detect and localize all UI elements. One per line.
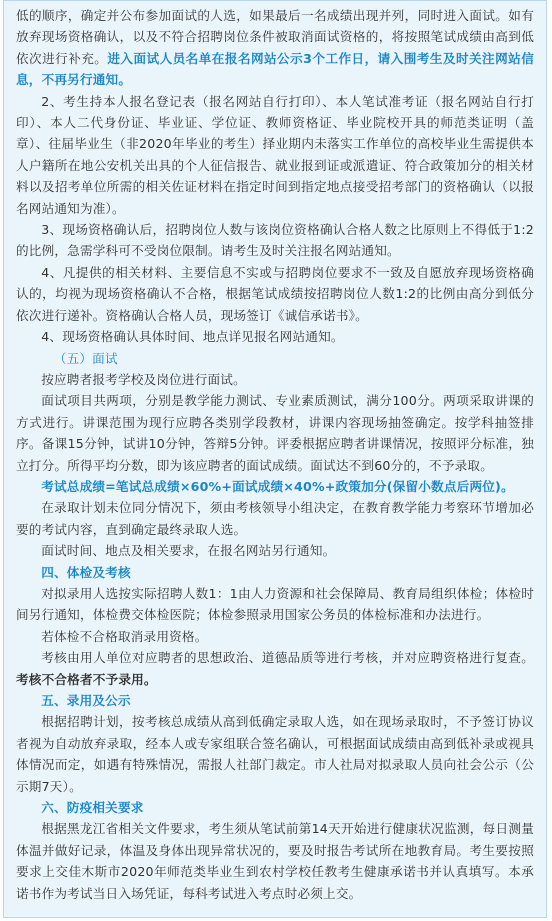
paragraph-interview-notice: 面试时间、地点及相关要求，在报名网站另行通知。 bbox=[41, 543, 336, 559]
paragraph-interview-items: 面试项目共两项，分别是教学能力测试、专业素质测试，满分100分。两项采取讲课的方式进行。讲课范围为现行应聘各类别学段教材，讲课内容现场抽签确定。按学科抽签排序。备课15分钟，试讲10分钟，答辩5分钟。评委根据应聘者讲课情况，按照评分标准，独立打分。所得平均分数，即为该应聘者的面试成绩。面试达不到60分的，不予录取。 bbox=[16, 393, 534, 473]
paragraph-employment: 根据招聘计划，按考核总成绩从高到低确定录取人选，如在现场录取时，不予签订协议者视为自动放弃录取，经本人或专家组联合签名确认，可根据面试成绩由高到低补录或视具体情况而定，如遇有特殊情况，需报人社部门裁定。市人社局对拟录取人员向社会公示（公示期7天）。 bbox=[16, 714, 534, 794]
paragraph-qualification-failure: 4、凡提供的相关材料、主要信息不实或与招聘岗位要求不一致及自愿放弃现场资格确认的，均视为现场资格确认不合格，根据笔试成绩按招聘岗位人数1:2的比例由高分到低分依次进行递补。资格确认合格人员，现场签订《诚信承诺书》。 bbox=[16, 264, 534, 323]
section-heading-epidemic: 六、防疫相关要求 bbox=[41, 800, 144, 816]
paragraph-qualification-materials: 2、考生持本人报名登记表（报名网站自行打印）、本人笔试准考证（报名网站自行打印）、本人二代身份证、毕业证、学位证、教师资格证、毕业院校开具的师范类证明（盖章）、往届毕业生（非2020年毕业的考生）择业期内未落实工作单位的高校毕业生需提供本人户籍所在地公安机关出具的个人征信报告、就业报到证或派遣证、符合政策加分的相关材料以及招考单位所需的相关佐证材料在指定时间到指定地点接受招考部门的资格确认（以报名网站通知为准）。 bbox=[16, 93, 534, 216]
paragraph-epidemic: 根据黑龙江省相关文件要求，考生须从笔试前第14天开始进行健康状况监测，每日测量体温并做好记录，体温及身体出现异常状况的，要及时报告考试所在地教育局。考生要按照要求上交佳木斯市2020年师范类毕业生到农村学校任教考生健康承诺书并认真填写。本承诺书作为考试当日入场凭证，每科考试进入考点时必须上交。 bbox=[16, 821, 534, 901]
notice-document bbox=[3, 0, 547, 918]
paragraph-physical-exam: 对拟录用人选按实际招聘人数1：1由人力资源和社会保障局、教育局组织体检；体检时间另行通知，体检费交体检医院；体检参照录用国家公务员的体检标准和办法进行。 bbox=[16, 585, 534, 623]
paragraph-interview-basis: 按应聘者报考学校及岗位进行面试。 bbox=[41, 371, 246, 387]
paragraph-interview-selection: 低的顺序，确定并公布参加面试的人选，如果最后一名成绩出现并列，同时进入面试。如有放弃现场资格确认，以及不符合招聘岗位条件被取消面试资格的，将按照笔试成绩由高到低依次进行补充。进入面试人员名单在报名网站公示3个工作日，请入围考生及时关注网站信息，不再另行通知。 bbox=[16, 8, 534, 88]
section-heading-employment: 五、录用及公示 bbox=[41, 693, 131, 708]
paragraph-qualification-ratio: 3、现场资格确认后，招聘岗位人数与该岗位资格确认合格人数之比原则上不得低于1:2的比例，急需学科可不受岗位限制。请考生及时关注报名网站通知。 bbox=[16, 222, 534, 259]
publicity-highlight: 进入面试人员名单在报名网站公示3个工作日，请入围考生及时关注网站信息，不再另行通知。 bbox=[16, 50, 534, 88]
paragraph-qualification-time: 4、现场资格确认具体时间、地点详见报名网站通知。 bbox=[41, 329, 344, 345]
paragraph-exam-fail: 若体检不合格取消录用资格。 bbox=[41, 628, 208, 644]
interview-heading: （五）面试 bbox=[53, 350, 118, 366]
paragraph-assessment: 考核由用人单位对应聘者的思想政治、道德品质等进行考核，并对应聘资格进行复查。考核不合格者不予录用。 bbox=[16, 650, 534, 687]
section-heading-physical-exam: 四、体检及考核 bbox=[41, 564, 131, 580]
assessment-fail-note: 考核不合格者不予录用。 bbox=[16, 671, 157, 687]
score-formula: 考试总成绩=笔试总成绩×60%+面试成绩×40%+政策加分(保留小数点后两位)。 bbox=[41, 478, 514, 494]
paragraph-tie-break: 在录取计划未位同分情况下，须由考核领导小组决定，在教育教学能力考察环节增加必要的考试内容，直到确定最终录取人选。 bbox=[16, 500, 534, 537]
